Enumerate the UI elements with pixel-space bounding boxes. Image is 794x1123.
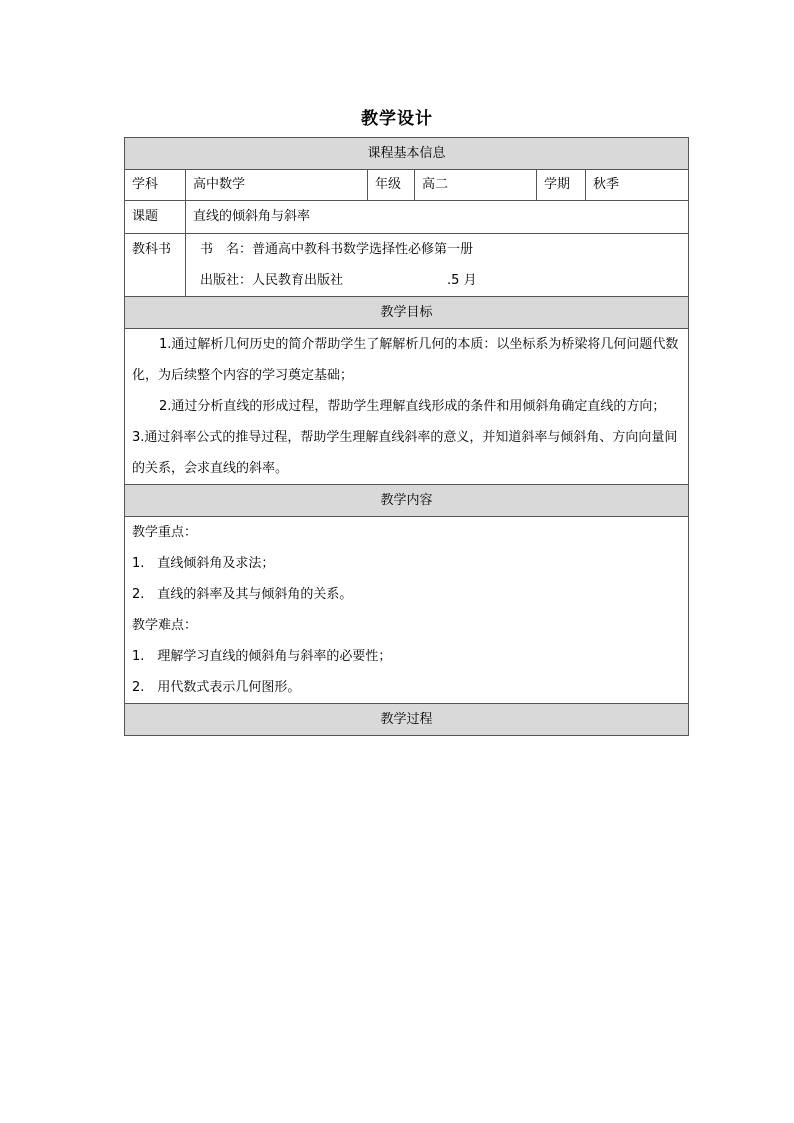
grade-label: 年级 (368, 170, 415, 201)
subject-label: 学科 (125, 170, 186, 201)
document-title: 教学设计 (361, 109, 433, 129)
textbook-details (186, 234, 689, 297)
edition-value: .5 月 (447, 273, 477, 288)
content-cell (125, 517, 689, 704)
difficulties-label: 教学难点： (132, 618, 198, 633)
book-name-value: 普通高中教科书数学选择性必修第一册 (252, 242, 474, 257)
section-header-basic-info: 课程基本信息 (125, 138, 689, 170)
book-name-label: 书 名： (200, 242, 253, 257)
topic-value: 直线的倾斜角与斜率 (186, 201, 689, 234)
lesson-plan-table (124, 137, 689, 736)
key-point-item: 2. 直线的斜率及其与倾斜角的关系。 (132, 587, 353, 602)
key-points-label: 教学重点： (132, 525, 198, 540)
difficulty-item: 1. 理解学习直线的倾斜角与斜率的必要性； (132, 649, 392, 664)
goal-item: 2.通过分析直线的形成过程，帮助学生理解直线形成的条件和用倾斜角确定直线的方向； (159, 399, 666, 414)
subject-value: 高中数学 (186, 170, 368, 201)
publisher-label: 出版社： (200, 273, 253, 288)
goals-cell (125, 329, 689, 485)
section-header-goals: 教学目标 (125, 297, 689, 329)
grade-value: 高二 (415, 170, 537, 201)
textbook-label: 教科书 (125, 234, 186, 297)
term-label: 学期 (537, 170, 586, 201)
topic-label: 课题 (125, 201, 186, 234)
key-point-item: 1. 直线倾斜角及求法； (132, 556, 275, 571)
publisher-value: 人民教育出版社 (252, 273, 344, 288)
book-name-row (193, 234, 681, 265)
publisher-row (193, 265, 681, 296)
section-header-content: 教学内容 (125, 485, 689, 517)
section-header-process: 教学过程 (125, 704, 689, 736)
difficulty-item: 2. 用代数式表示几何图形。 (132, 680, 301, 695)
goal-item: 1.通过解析几何历史的简介帮助学生了解解析几何的本质：以坐标系为桥梁将几何问题代数化，为后续整个内容的学习奠定基础； (132, 337, 679, 383)
goal-item: 3.通过斜率公式的推导过程，帮助学生理解直线斜率的意义，并知道斜率与倾斜角、方向向量间的关系，会求直线的斜率。 (132, 430, 678, 476)
term-value: 秋季 (586, 170, 689, 201)
